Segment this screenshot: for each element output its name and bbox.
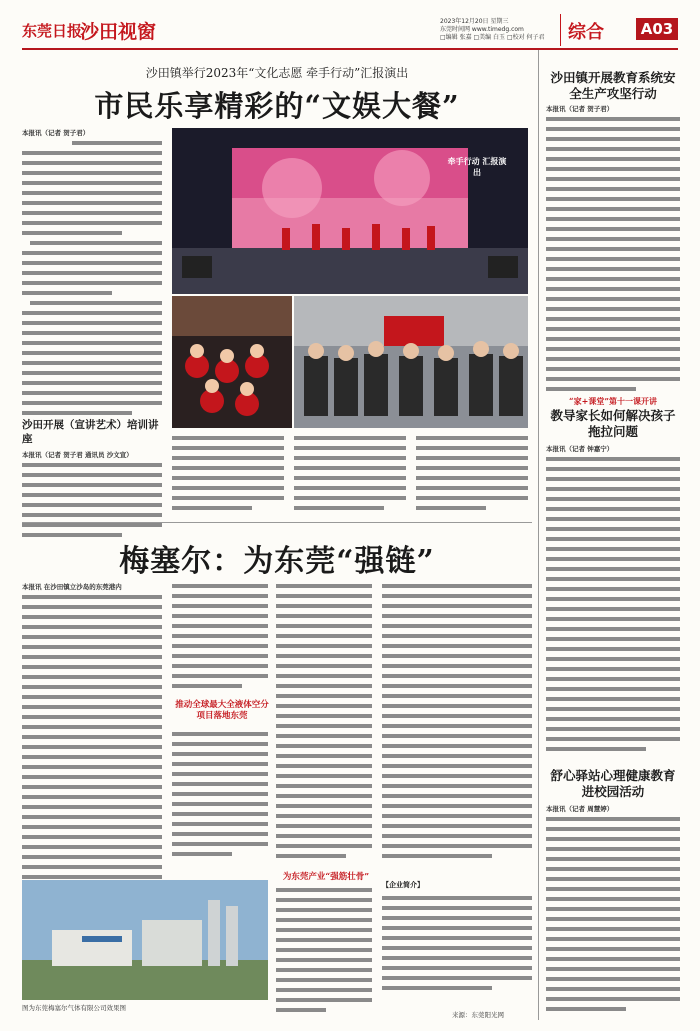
- right-story-1-body: [546, 104, 680, 399]
- side-story-1-text: [22, 461, 162, 541]
- right-story-1-text: [546, 115, 680, 395]
- right-story-2-body: [546, 444, 680, 759]
- lead-kicker: 沙田镇举行2023年“文化志愿 牵手行动”汇报演出: [145, 66, 409, 80]
- section-title: 沙田视窗: [80, 21, 157, 43]
- side-story-1-byline: 本报讯（记者 贺子君 通讯员 沙文宣）: [22, 451, 133, 459]
- right-story-3-body: [546, 804, 680, 1019]
- article-source: 来源：东莞阳光网: [452, 1011, 504, 1019]
- factory-caption: 图为东莞梅塞尔气体有限公司效果图: [22, 1004, 126, 1012]
- zone-label: 综合: [568, 22, 604, 43]
- audience-photo: [294, 296, 528, 428]
- second-body-text-col3b: [276, 886, 372, 1016]
- right-section-tag: “家+课堂”第十一课开讲: [569, 396, 657, 406]
- second-body-text-col2: [172, 582, 268, 692]
- children-photo: [172, 296, 292, 428]
- second-body-text-col4: [382, 582, 532, 872]
- stage-screen-caption: 牵手行动 汇报演出: [447, 156, 507, 177]
- newspaper-logo: 东莞日报: [22, 22, 83, 40]
- second-subhead-1: 推动全球最大全液体空分项目落地东莞: [175, 700, 269, 721]
- second-byline: 本报讯 在沙田镇立沙岛的东莞港内: [22, 583, 122, 591]
- lead-continuation-text: [172, 434, 528, 514]
- company-profile-label: 【企业简介】: [382, 880, 424, 889]
- lead-body: [22, 128, 162, 427]
- second-headline: 梅塞尔：为东莞“强链”: [119, 544, 435, 579]
- factory-rendering-image: [22, 880, 268, 1000]
- side-story-1: [22, 418, 162, 545]
- audience-photo-image: [294, 296, 528, 428]
- second-subhead-2: 为东莞产业“强筋壮骨”: [282, 872, 370, 882]
- children-photo-image: [172, 296, 292, 428]
- second-body-text-col3: [276, 582, 372, 862]
- website: 东莞时间网 www.timedg.com: [440, 26, 524, 33]
- right-story-1-title: 沙田镇开展教育系统安全生产攻坚行动: [550, 70, 676, 101]
- masthead: [22, 14, 678, 50]
- lead-headline: 市民乐享精彩的“文娱大餐”: [94, 89, 460, 123]
- stage-photo: [172, 128, 528, 294]
- side-story-1-title: 沙田开展（宣讲艺术）培训讲座: [22, 419, 159, 445]
- story-divider: [22, 522, 532, 523]
- second-body-text-col1: [22, 593, 162, 923]
- company-profile-text: [382, 894, 532, 1004]
- right-story-1-byline: 本报讯（记者 贺子君）: [546, 105, 614, 113]
- factory-photo: [22, 880, 268, 1000]
- column-divider: [538, 50, 539, 1020]
- right-story-3-text: [546, 815, 680, 1015]
- issue-date: 2023年12月20日 星期三: [440, 18, 509, 25]
- page-number: A03: [636, 18, 678, 40]
- right-story-3-byline: 本报讯（记者 周慧婷）: [546, 805, 614, 813]
- right-story-2-byline: 本报讯（记者 钟嘉宁）: [546, 445, 614, 453]
- right-story-2-text: [546, 455, 680, 755]
- second-story-body: [22, 582, 162, 927]
- second-body-text-col2b: [172, 730, 268, 860]
- editors-credit: □编辑 张嘉 □美编 白玉 □校对 何子君: [440, 34, 545, 41]
- header-meta: [440, 18, 545, 42]
- stage-photo-image: [172, 128, 528, 294]
- right-story-3-title: 舒心驿站心理健康教育进校园活动: [550, 768, 676, 799]
- right-story-2-title: 教导家长如何解决孩子拖拉问题: [550, 408, 676, 439]
- lead-body-text: [22, 139, 162, 423]
- lead-byline: 本报讯（记者 贺子君）: [22, 129, 90, 137]
